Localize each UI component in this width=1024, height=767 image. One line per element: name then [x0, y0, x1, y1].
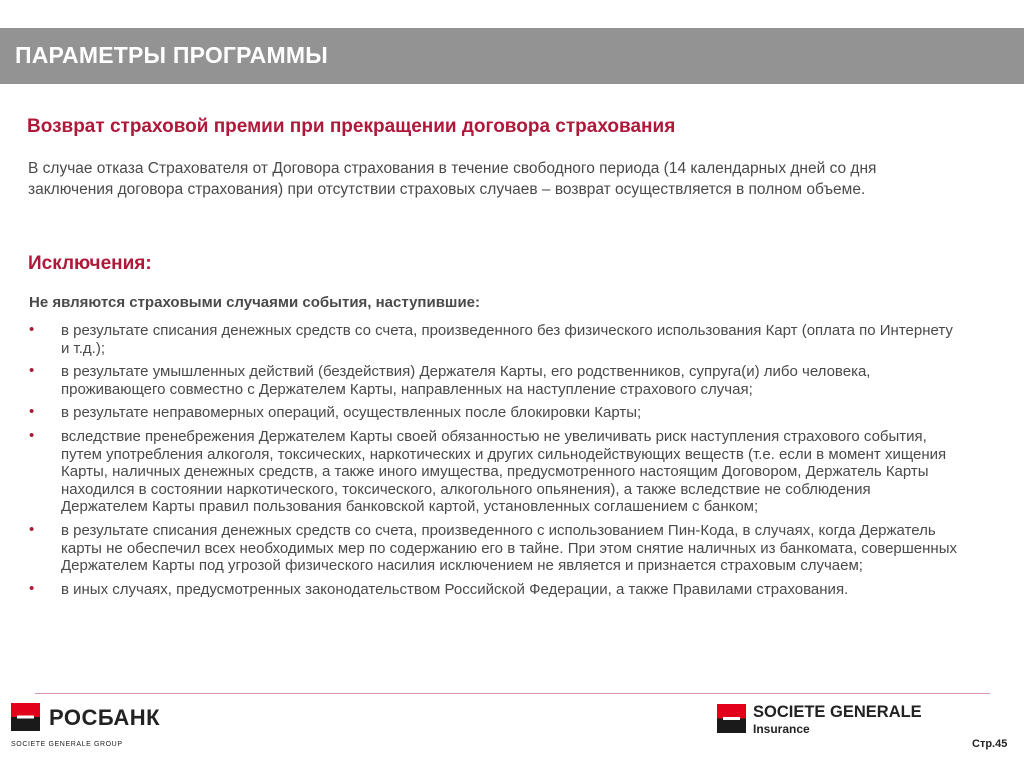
sg-name: SOCIETE GENERALE	[753, 703, 922, 721]
exclusions-list	[29, 322, 959, 604]
page-title: ПАРАМЕТРЫ ПРОГРАММЫ	[15, 42, 328, 68]
sg-subtitle: Insurance	[753, 722, 810, 736]
bullet-icon: •	[29, 321, 35, 338]
list-item	[29, 322, 959, 357]
bullet-icon: •	[29, 362, 35, 380]
exclusions-title: Исключения:	[28, 253, 152, 274]
list-item	[29, 522, 959, 575]
bullet-icon: •	[29, 520, 35, 538]
list-item-text: в результате неправомерных операций, осуществленных после блокировки Карты;	[61, 404, 642, 422]
societe-generale-logo-icon	[717, 704, 746, 733]
rosbank-group-label: SOCIETE GENERALE GROUP	[11, 741, 123, 748]
list-item-text: в иных случаях, предусмотренных законодательством Российской Федерации, а также Правилами страхования.	[61, 580, 849, 598]
bullet-icon: •	[29, 403, 35, 421]
list-item-text: в результате списания денежных средств со счета, произведенного без физического использования Карт (оплата по Интернету и т.д.);	[61, 322, 953, 357]
bullet-icon: •	[29, 426, 35, 444]
list-item-text: в результате умышленных действий (бездействия) Держателя Карты, его родственников, супруга(и) либо человека, проживающего совместно с Держателем Карты, направленных на наступление страхового случая;	[61, 363, 871, 398]
rosbank-name: РОСБАНК	[49, 705, 161, 730]
list-item	[29, 404, 959, 422]
list-item	[29, 581, 959, 599]
footer-divider	[35, 693, 990, 694]
exclusions-subtitle: Не являются страховыми случаями события, наступившие:	[29, 294, 480, 311]
list-item-text: в результате списания денежных средств со счета, произведенного с использованием Пин-Кода, в случаях, когда Держатель карты не обеспечил всех необходимых мер по содержанию его в тайне. При этом снятие наличных из банкомата, совершенных Держателем Карты под угрозой физического насилия исключением не является и признается страховым случаем;	[61, 521, 957, 575]
list-item	[29, 363, 959, 398]
header-bar	[0, 28, 1024, 84]
page-number: Стр.45	[972, 738, 1008, 750]
bullet-icon: •	[29, 579, 35, 597]
intro-paragraph: В случае отказа Страхователя от Договора страхования в течение свободного периода (14 календарных дней со дня заключения договора страхования) при отсутствии страховых случаев – возврат осуществляется в полном объеме.	[28, 160, 877, 198]
section-title: Возврат страховой премии при прекращении договора страхования	[27, 116, 676, 137]
list-item	[29, 428, 959, 516]
list-item-text: вследствие пренебрежения Держателем Карты своей обязанностью не увеличивать риск наступления страхового события, путем употребления алкоголя, токсических, наркотических и других сильнодействующих веществ (т.е. если в момент хищения Карты, наличных денежных средств, а также иного имущества, предусмотренного настоящим Договором, Держатель Карты находился в состоянии наркотического, токсического, алкогольного опьянения), а также вследствие не соблюдения Держателем Карты правил пользования банковской картой, установленных соглашением с банком;	[61, 427, 947, 516]
rosbank-logo-icon	[11, 703, 40, 731]
